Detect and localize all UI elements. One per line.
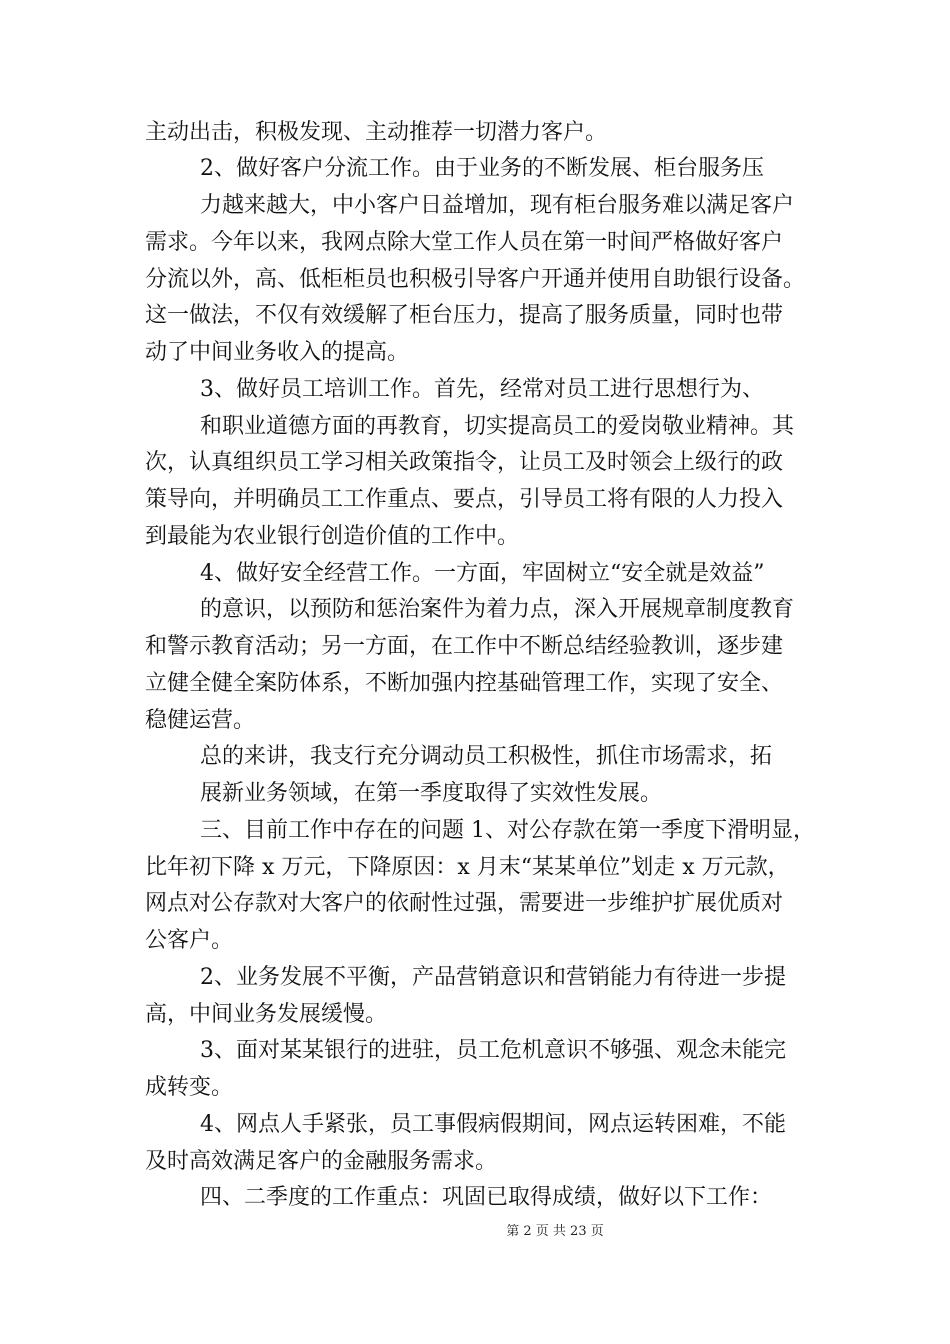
text-line: 3、面对某某银行的进驻，员工危机意识不够强、观念未能完 [200,1038,786,1063]
text-line: 及时高效满足客户的金融服务需求。 [145,1149,498,1174]
text-line: 主动出击，积极发现、主动推荐一切潜力客户。 [145,120,608,145]
text-line: 这一做法，不仅有效缓解了柜台压力，提高了服务质量，同时也带 [145,303,784,328]
text-line: 立健全健全案防体系，不断加强内控基础管理工作，实现了安全、 [145,671,784,696]
text-line: 四、二季度的工作重点：巩固已取得成绩，做好以下工作： [200,1185,773,1210]
text-line: 三、目前工作中存在的问题 1、对公存款在第一季度下滑明显， [200,818,815,843]
text-line: 4、网点人手紧张，员工事假病假期间，网点运转困难，不能 [200,1112,786,1137]
page-number: 第 2 页 共 23 页 [506,1224,604,1239]
text-line: 稳健运营。 [145,708,256,733]
text-line: 2、做好客户分流工作。由于业务的不断发展、柜台服务压 [200,156,764,181]
text-line: 网点对公存款对大客户的依耐性过强，需要进一步维护扩展优质对 [145,891,784,916]
text-line: 策导向，并明确员工工作重点、要点，引导员工将有限的人力投入 [145,487,784,512]
text-line: 总的来讲，我支行充分调动员工积极性，抓住市场需求，拓 [200,744,773,769]
text-line: 成转变。 [145,1075,234,1100]
text-line: 的意识，以预防和惩治案件为着力点，深入开展规章制度教育 [200,597,795,622]
text-line: 和警示教育活动；另一方面，在工作中不断总结经验教训，逐步建 [145,634,784,659]
text-line: 分流以外，高、低柜柜员也积极引导客户开通并使用自助银行设备。 [145,267,806,292]
text-line: 次，认真组织员工学习相关政策指令，让员工及时领会上级行的政 [145,450,784,475]
text-line: 力越来越大，中小客户日益增加，现有柜台服务难以满足客户 [200,193,795,218]
text-line: 展新业务领域，在第一季度取得了实效性发展。 [200,781,663,806]
text-line: 需求。今年以来，我网点除大堂工作人员在第一时间严格做好客户 [145,230,784,255]
text-line: 到最能为农业银行创造价值的工作中。 [145,524,520,549]
text-line: 3、做好员工培训工作。首先，经常对员工进行思想行为、 [200,377,764,402]
text-line: 2、业务发展不平衡，产品营销意识和营销能力有待进一步提 [200,965,786,990]
text-line: 高，中间业务发展缓慢。 [145,1002,388,1027]
text-line: 比年初下降 x 万元，下降原因：x 月末“某某单位”划走 x 万元款， [145,855,790,880]
text-line: 公客户。 [145,928,234,953]
text-line: 4、做好安全经营工作。一方面，牢固树立“安全就是效益” [200,561,765,586]
text-line: 和职业道德方面的再教育，切实提高员工的爱岗敬业精神。其 [200,414,795,439]
text-line: 动了中间业务收入的提高。 [145,340,410,365]
